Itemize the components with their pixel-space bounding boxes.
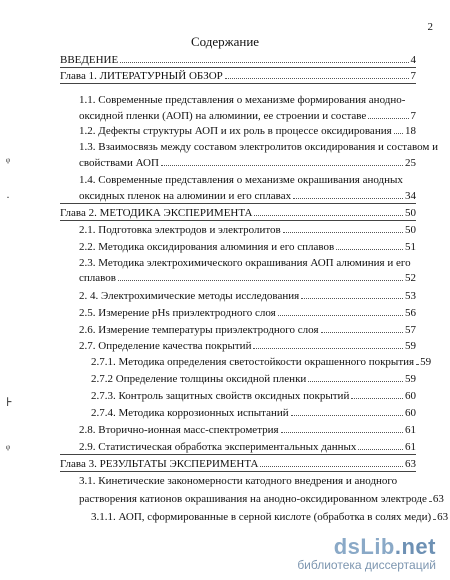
toc-entry: 1.3. Взаимосвязь между составом электролитов оксидирования и составом и bbox=[79, 141, 439, 153]
toc-entry: 1.4. Современные представления о механизме окрашивания анодных bbox=[79, 174, 403, 186]
toc-entry: 1.1. Современные представления о механизме формирования анодно- bbox=[79, 94, 406, 106]
scan-mark: ᵩ bbox=[6, 150, 11, 164]
toc-entry: Глава 3. РЕЗУЛЬТАТЫ ЭКСПЕРИМЕНТА 63 bbox=[60, 458, 416, 470]
toc-entry: 1.2. Дефекты структуры АОП и их роль в процессе оксидирования 18 bbox=[79, 125, 416, 137]
toc-entry: 2.7.1. Методика определения светостойкости окрашенного покрытия 59 bbox=[91, 356, 432, 368]
page-title: Содержание bbox=[190, 34, 260, 49]
toc-entry: 2.8. Вторично-ионная масс-спектрометрия 61 bbox=[79, 424, 416, 436]
toc-entry: свойствами АОП 25 bbox=[79, 157, 416, 169]
toc-entry: 2.7.2 Определение толщины оксидной пленки 59 bbox=[91, 373, 416, 385]
scan-mark: ᵩ bbox=[6, 437, 11, 451]
toc-entry: оксидных пленок на алюминии и его сплавах 34 bbox=[79, 190, 416, 202]
scan-mark: · bbox=[6, 190, 10, 204]
watermark-subtitle: библиотека диссертаций bbox=[297, 558, 436, 572]
toc-entry: 2. 4. Электрохимические методы исследования 53 bbox=[79, 290, 416, 302]
toc-entry: ВВЕДЕНИЕ 4 bbox=[60, 54, 416, 66]
toc-entry: 2.7.4. Методика коррозионных испытаний 60 bbox=[91, 407, 416, 419]
watermark-logo bbox=[297, 534, 436, 572]
toc-entry: 3.1. Кинетические закономерности катодного внедрения и анодного bbox=[79, 475, 398, 487]
toc-entry: 2.9. Статистическая обработка экспериментальных данных 61 bbox=[79, 441, 416, 453]
watermark-brand: dsLib.net bbox=[333, 534, 436, 559]
scan-mark: ⊦ bbox=[6, 395, 13, 409]
toc-entry: Глава 1. ЛИТЕРАТУРНЫЙ ОБЗОР 7 bbox=[60, 70, 416, 82]
toc-entry: растворения катионов окрашивания на анодно-оксидированном электроде 63 bbox=[79, 493, 444, 505]
toc-entry: сплавов 52 bbox=[79, 272, 416, 284]
toc-entry: 2.7.3. Контроль защитных свойств оксидных покрытий 60 bbox=[91, 390, 416, 402]
toc-entry: 2.3. Методика электрохимического окрашивания АОП алюминия и его bbox=[79, 257, 411, 269]
toc-entry: 2.7. Определение качества покрытий 59 bbox=[79, 340, 416, 352]
page-number: 2 bbox=[427, 21, 433, 33]
toc-entry: 2.2. Методика оксидирования алюминия и его сплавов 51 bbox=[79, 241, 416, 253]
toc-entry: оксидной пленки (АОП) на алюминии, ее строении и составе 7 bbox=[79, 110, 416, 122]
toc-entry: 2.6. Измерение температуры приэлектродного слоя 57 bbox=[79, 324, 416, 336]
toc-entry: 2.5. Измерение pHs приэлектродного слоя 56 bbox=[79, 307, 416, 319]
toc-entry: 2.1. Подготовка электродов и электролитов 50 bbox=[79, 224, 416, 236]
toc-entry: Глава 2. МЕТОДИКА ЭКСПЕРИМЕНТА 50 bbox=[60, 207, 416, 219]
toc-entry: 3.1.1. АОП, сформированные в серной кислоте (обработка в солях меди) 63 bbox=[91, 511, 449, 523]
